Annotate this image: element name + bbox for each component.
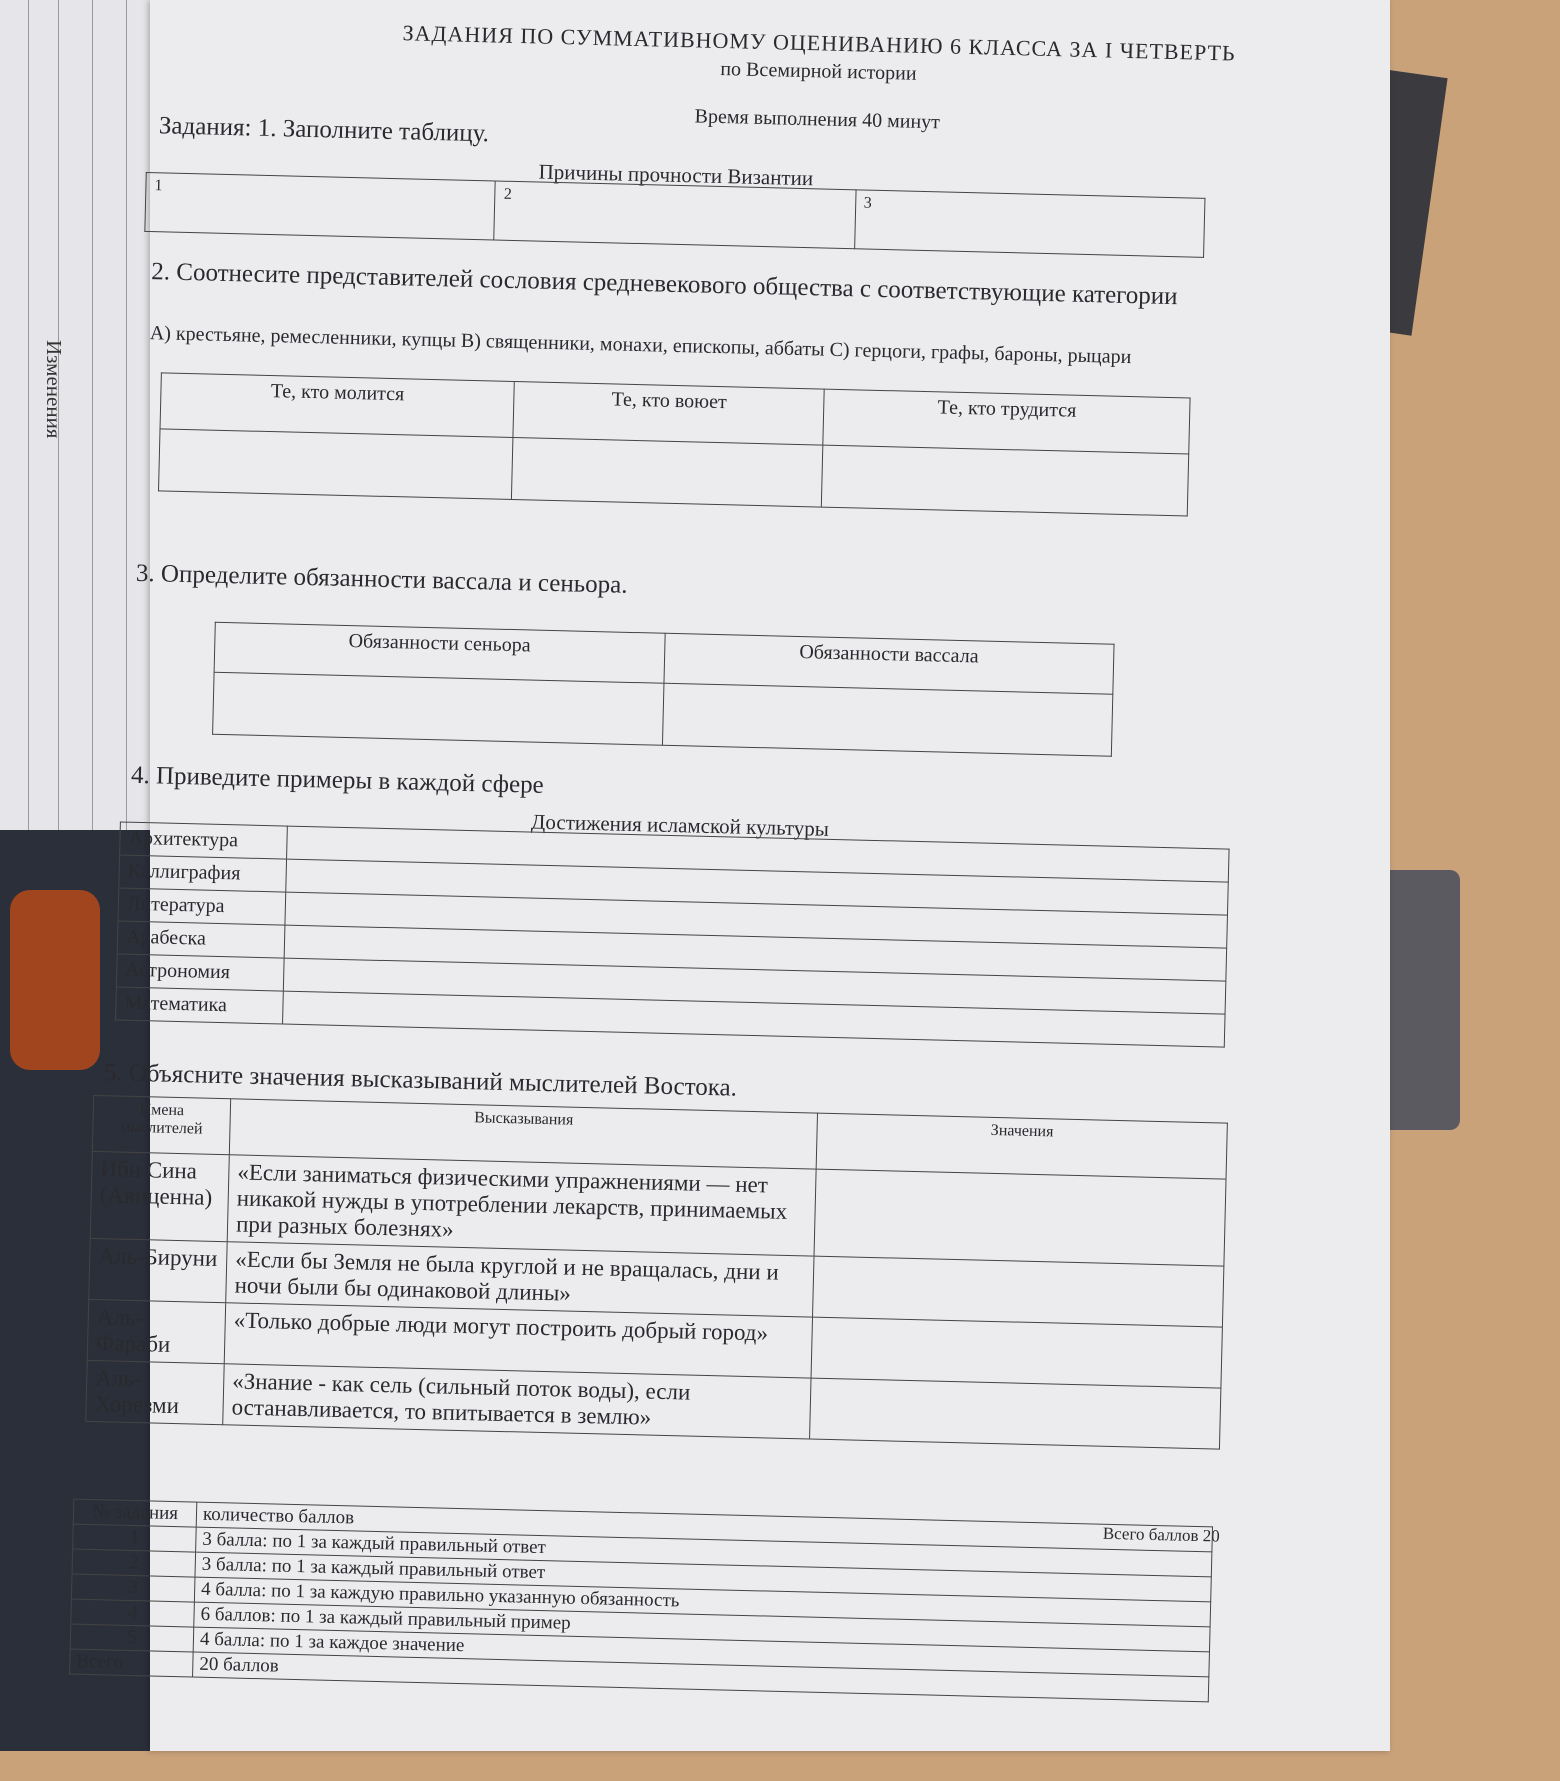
task5-heading: 5. Объясните значения высказываний мыслителей Востока. (103, 1059, 738, 1102)
scoring-col-points: количество баллов (196, 1502, 1212, 1552)
scoring-task-number: 5 (70, 1624, 194, 1652)
task4-row-literature: Литература (118, 888, 286, 925)
task2-col-fight: Те, кто воюет (513, 382, 825, 446)
task4-heading: 4. Приведите примеры в каждой сфере (130, 761, 545, 799)
scoring-task-number: 2 (72, 1549, 196, 1577)
scoring-table (69, 1499, 1213, 1703)
scoring-col-task: № задания (73, 1499, 197, 1527)
thinker-quote: «Только добрые люди могут построить добрый город» (224, 1303, 812, 1378)
total-points-note: Всего баллов 20 (1102, 1523, 1221, 1546)
side-sheet-label: Изменения (42, 340, 66, 439)
task5-table (85, 1095, 1228, 1450)
scoring-points: 3 балла: по 1 за каждый правильный ответ (196, 1527, 1212, 1577)
scoring-points: 3 балла: по 1 за каждый правильный ответ (195, 1552, 1211, 1602)
task4-row-calligraphy: Каллиграфия (119, 855, 287, 892)
task4-row-astronomy: Астрономия (116, 954, 284, 991)
task1-col-1: 1 (145, 172, 496, 240)
task2-col-pray: Те, кто молится (160, 373, 514, 438)
task5-col-quotes: Высказывания (229, 1099, 817, 1169)
page-subject: по Всемирной истории (720, 57, 917, 85)
task2-heading: 2. Соотнесите представителей сословия средневекового общества с соответствующие категории (151, 258, 1178, 311)
worksheet-page (76, 0, 1390, 1751)
scoring-total-points: 20 баллов (193, 1652, 1209, 1702)
thinker-quote: «Если заниматься физическими упражнениями — нет никакой нужды в употреблении лекарств, принимаемых при разных болезнях» (227, 1155, 816, 1256)
thinker-name: Аль-Хорезми (86, 1360, 224, 1424)
task2-table (158, 372, 1191, 516)
scoring-task-number: 3 (71, 1574, 195, 1602)
scoring-task-number: 4 (71, 1599, 195, 1627)
page-title: ЗАДАНИЯ ПО СУММАТИВНОМУ ОЦЕНИВАНИЮ 6 КЛАССА ЗА I ЧЕТВЕРТЬ (402, 20, 1236, 66)
task1-col-2: 2 (494, 181, 855, 249)
thinker-quote: «Знание - как сель (сильный поток воды), если останавливается, то впитывается в землю» (223, 1364, 811, 1439)
task3-col-vassal: Обязанности вассала (663, 633, 1114, 694)
task4-row-arabesque: Арабеска (117, 921, 285, 958)
scoring-points: 4 балла: по 1 за каждое значение (193, 1627, 1209, 1677)
task4-table (115, 822, 1230, 1048)
scoring-task-number: 1 (73, 1524, 197, 1552)
task4-caption: Достижения исламской культуры (530, 809, 830, 841)
task3-col-lord: Обязанности сеньора (214, 622, 665, 683)
task1-caption: Причины прочности Византии (538, 159, 814, 191)
scoring-points: 4 балла: по 1 за каждую правильно указанную обязанность (194, 1577, 1210, 1627)
task3-heading: 3. Определите обязанности вассала и сеньора. (135, 559, 628, 599)
thinker-name: Аль-Бируни (89, 1238, 227, 1302)
task2-col-work: Те, кто трудится (823, 389, 1190, 454)
thinker-name: Ибн Сина (Авиценна) (90, 1151, 229, 1241)
thinker-name: Аль-Фараби (87, 1299, 225, 1363)
time-limit: Время выполнения 40 минут (694, 105, 941, 134)
task4-row-mathematics: Математика (116, 987, 284, 1024)
task2-options: А) крестьяне, ремесленники, купцы В) священники, монахи, епископы, аббаты С) герцоги, графы, бароны, рыцари (149, 322, 1132, 369)
task1-col-3: 3 (854, 190, 1205, 258)
scoring-points: 6 баллов: по 1 за каждый правильный пример (194, 1602, 1210, 1652)
task1-heading: Задания: 1. Заполните таблицу. (158, 112, 490, 148)
task3-table (212, 622, 1114, 757)
task4-row-architecture: Архитектура (120, 822, 288, 859)
binder-clip-lower (1380, 870, 1460, 1130)
thinker-quote: «Если бы Земля не была круглой и не вращалась, дни и ночи были бы одинаковой длины» (226, 1242, 814, 1317)
task5-col-meaning: Значения (816, 1113, 1227, 1179)
scoring-total-label: Всего (70, 1649, 194, 1677)
task5-col-names: Имена мыслителей (92, 1095, 230, 1154)
